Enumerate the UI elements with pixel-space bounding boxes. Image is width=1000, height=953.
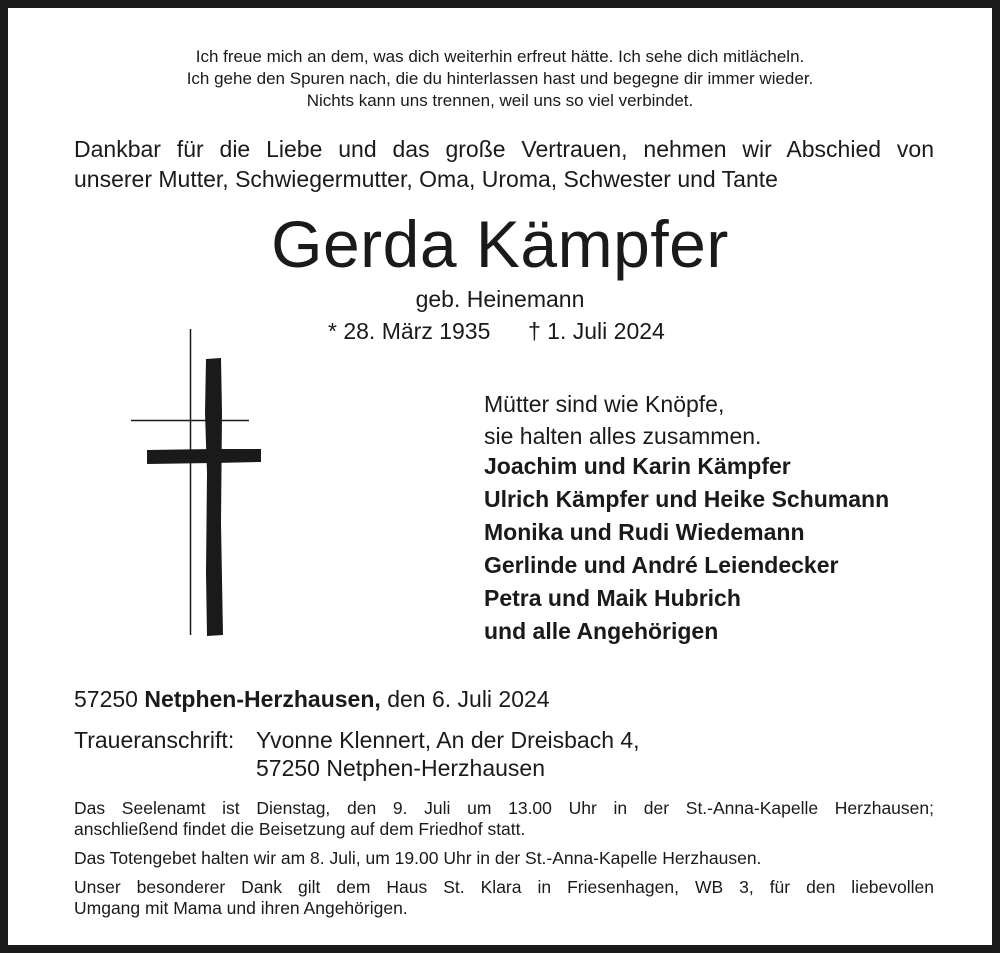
intro-text <box>74 134 934 194</box>
motto-line: Ich freue mich an dem, was dich weiterhin erfreut hätte. Ich sehe dich mitlächeln. <box>195 47 805 66</box>
note-paragraph <box>74 877 934 919</box>
note-line: Unser besonderer Dank gilt dem Haus St. Klara in Friesenhagen, WB 3, für den liebevollen <box>74 877 934 897</box>
motto-line: Ich gehe den Spuren nach, die du hinterlassen hast und begegne dir immer wieder. <box>186 69 814 88</box>
intro-line: Dankbar für die Liebe und das große Vertrauen, nehmen wir Abschied von <box>74 136 934 162</box>
note-paragraph <box>74 848 934 869</box>
intro-line: unserer Mutter, Schwiegermutter, Oma, Uroma, Schwester und Tante <box>74 166 778 192</box>
notice-date: den 6. Juli 2024 <box>387 686 550 712</box>
motto-line: Nichts kann uns trennen, weil uns so viel verbindet. <box>306 91 694 110</box>
deceased-name: Gerda Kämpfer <box>271 207 729 281</box>
service-notes <box>74 798 934 927</box>
address-label: Traueranschrift: <box>74 727 235 753</box>
quote-line: sie halten alles zusammen. <box>484 423 762 449</box>
mourner: Joachim und Karin Kämpfer <box>484 453 791 479</box>
birth-name: geb. Heinemann <box>415 286 585 312</box>
quote-line: Mütter sind wie Knöpfe, <box>484 391 725 417</box>
note-line: Das Totengebet halten wir am 8. Juli, um 19.00 Uhr in der St.-Anna-Kapelle Herzhausen. <box>74 848 762 868</box>
mourner: und alle Angehörigen <box>484 618 719 644</box>
note-paragraph <box>74 798 934 840</box>
postcode: 57250 <box>74 686 138 712</box>
death-date: † 1. Juli 2024 <box>528 318 665 344</box>
cross-icon <box>123 323 263 643</box>
mourner: Monika und Rudi Wiedemann <box>484 519 805 545</box>
birth-date: * 28. März 1935 <box>328 318 491 344</box>
address-line: Yvonne Klennert, An der Dreisbach 4, <box>256 727 640 753</box>
note-line: Das Seelenamt ist Dienstag, den 9. Juli um 13.00 Uhr in der St.-Anna-Kapelle Herzhausen; <box>74 798 934 818</box>
mourner: Gerlinde und André Leiendecker <box>484 552 839 578</box>
quote-verse <box>484 388 944 452</box>
mourner: Ulrich Kämpfer und Heike Schumann <box>484 486 890 512</box>
mourner: Petra und Maik Hubrich <box>484 585 741 611</box>
note-line: Umgang mit Mama und ihren Angehörigen. <box>74 898 408 918</box>
mourners-list <box>484 450 954 648</box>
motto-verse <box>8 46 992 112</box>
town: Netphen-Herzhausen, <box>144 686 381 712</box>
note-line: anschließend findet die Beisetzung auf dem Friedhof statt. <box>74 819 526 839</box>
place-date <box>74 684 774 714</box>
address-line: 57250 Netphen-Herzhausen <box>256 755 545 781</box>
